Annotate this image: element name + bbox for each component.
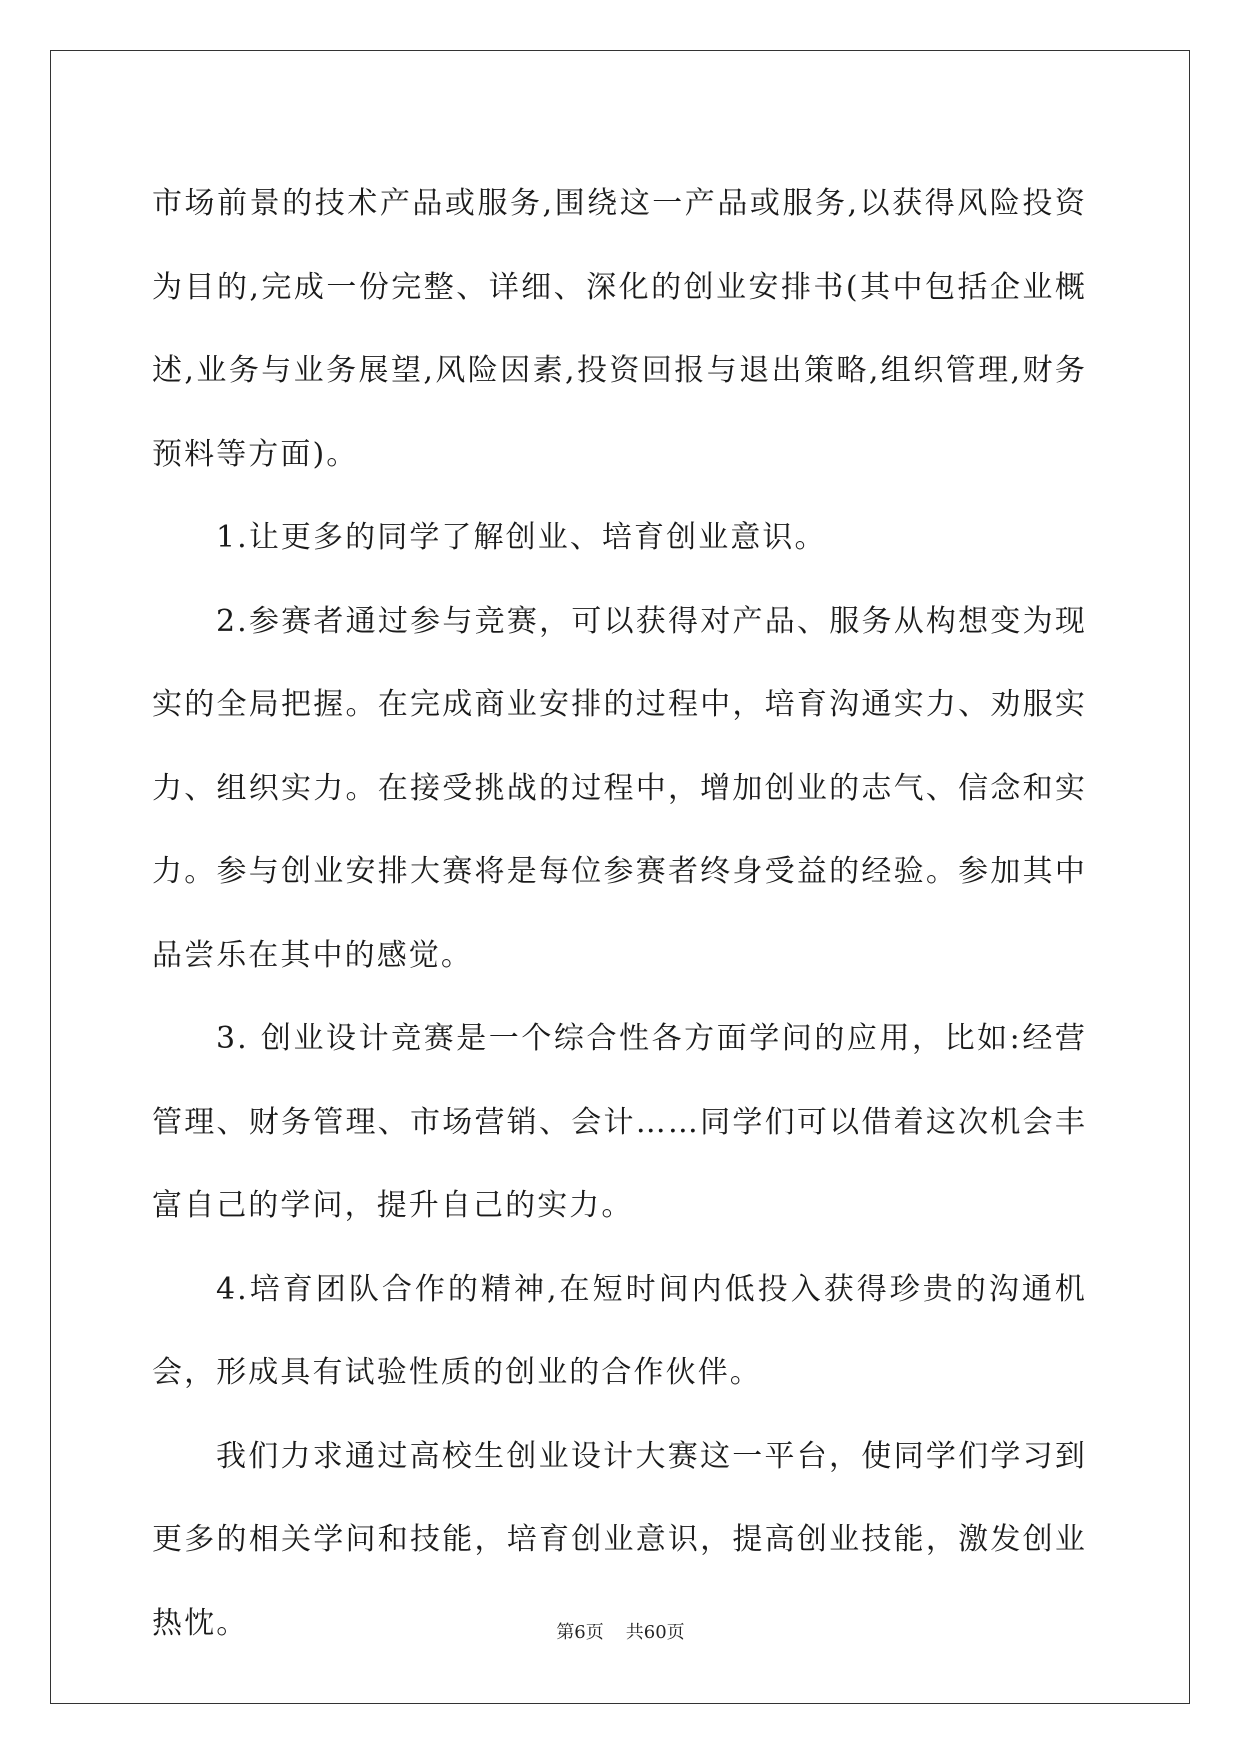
paragraph-item-2: 2.参赛者通过参与竞赛，可以获得对产品、服务从构想变为现实的全局把握。在完成商业安排的过程中，培育沟通实力、劝服实力、组织实力。在接受挑战的过程中，增加创业的志气、信念和实力。参与创业安排大赛将是每位参赛者终身受益的经验。参加其中品尝乐在其中的感觉。 xyxy=(152,603,1087,973)
paragraph-item-4: 4.培育团队合作的精神,在短时间内低投入获得珍贵的沟通机会，形成具有试验性质的创业的合作伙伴。 xyxy=(152,1271,1087,1390)
paragraph-item-1: 1.让更多的同学了解创业、培育创业意识。 xyxy=(216,520,827,555)
document-body xyxy=(152,162,1087,1665)
total-pages-label: 共60页 xyxy=(625,1622,685,1643)
paragraph-intro: 市场前景的技术产品或服务,围绕这一产品或服务,以获得风险投资为目的,完成一份完整、详细、深化的创业安排书(其中包括企业概述,业务与业务展望,风险因素,投资回报与退出策略,组织管理,财务预料等方面)。 xyxy=(152,186,1087,472)
page-footer xyxy=(0,1618,1241,1644)
paragraph-conclusion: 我们力求通过高校生创业设计大赛这一平台，使同学们学习到更多的相关学问和技能，培育创业意识，提高创业技能，激发创业热忱。 xyxy=(152,1438,1087,1641)
paragraph-item-3: 3. 创业设计竞赛是一个综合性各方面学问的应用，比如:经营管理、财务管理、市场营销、会计……同学们可以借着这次机会丰富自己的学问，提升自己的实力。 xyxy=(152,1021,1087,1223)
current-page-label: 第6页 xyxy=(556,1622,604,1643)
